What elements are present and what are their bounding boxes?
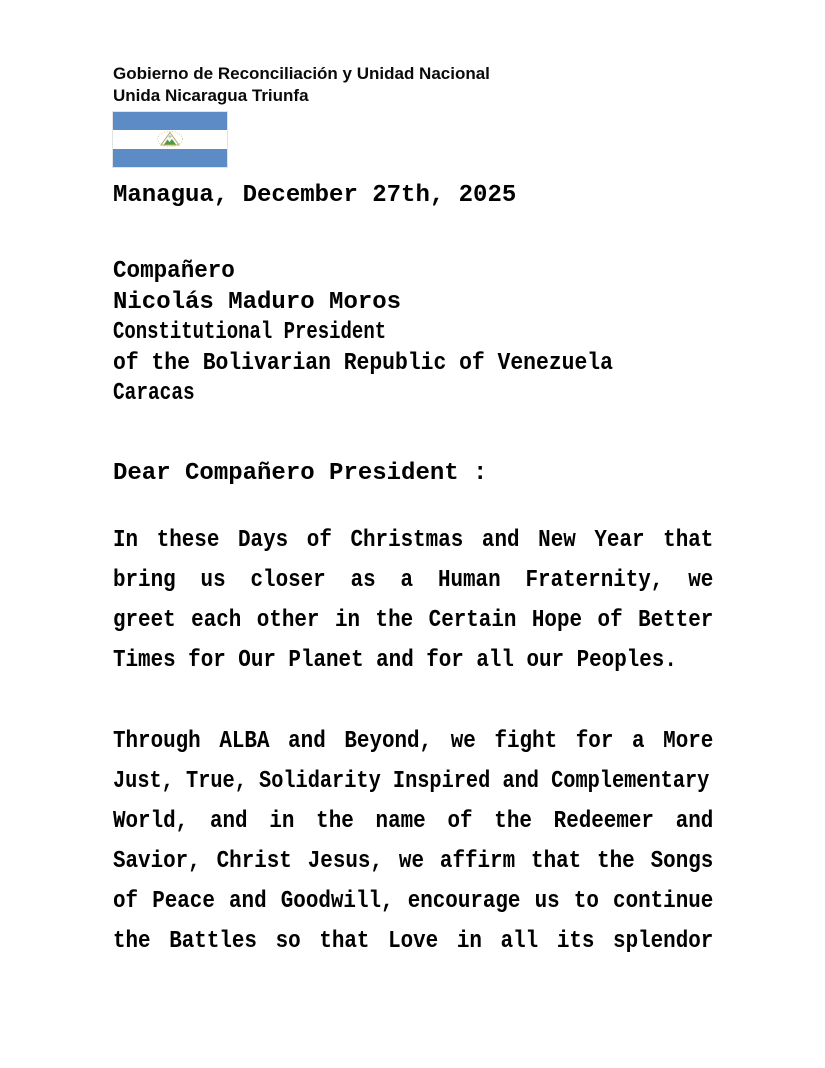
letterhead-line-1: Gobierno de Reconciliación y Unidad Nacional (113, 64, 490, 83)
paragraph-line: In these Days of Christmas and New Year that (113, 527, 714, 554)
paragraph-line: greet each other in the Certain Hope of Better (113, 607, 714, 634)
nicaragua-coat-of-arms-icon (156, 131, 184, 148)
letterhead-line-2: Unida Nicaragua Triunfa (113, 86, 309, 105)
recipient-city: Caracas (113, 380, 195, 407)
recipient-name: Nicolás Maduro Moros (113, 288, 402, 316)
body-paragraph-1 (113, 521, 803, 681)
paragraph-line: Just, True, Solidarity Inspired and Complementary (113, 768, 710, 795)
recipient-address (113, 257, 675, 410)
nicaragua-flag (113, 112, 227, 167)
flag-stripe-bottom (113, 149, 227, 167)
date-line: Managua, December 27th, 2025 (113, 182, 517, 209)
recipient-country: of the Bolivarian Republic of Venezuela (113, 349, 613, 377)
letterhead (113, 63, 490, 107)
paragraph-line: Times for Our Planet and for all our Peoples. (113, 647, 677, 674)
flag-stripe-middle (113, 130, 227, 148)
recipient-title: Compañero (113, 258, 235, 285)
paragraph-line: World, and in the name of the Redeemer and (113, 808, 714, 835)
paragraph-line: Savior, Christ Jesus, we affirm that the Songs (113, 848, 714, 875)
salutation: Dear Compañero President : (113, 460, 488, 487)
paragraph-line: bring us closer as a Human Fraternity, we (113, 567, 714, 594)
flag-stripe-top (113, 112, 227, 130)
paragraph-line: Through ALBA and Beyond, we fight for a More (113, 728, 714, 755)
body-paragraph-2 (113, 722, 823, 962)
paragraph-line: of Peace and Goodwill, encourage us to continue (113, 888, 714, 915)
recipient-role: Constitutional President (113, 319, 387, 346)
paragraph-line: the Battles so that Love in all its splendor (113, 928, 714, 955)
